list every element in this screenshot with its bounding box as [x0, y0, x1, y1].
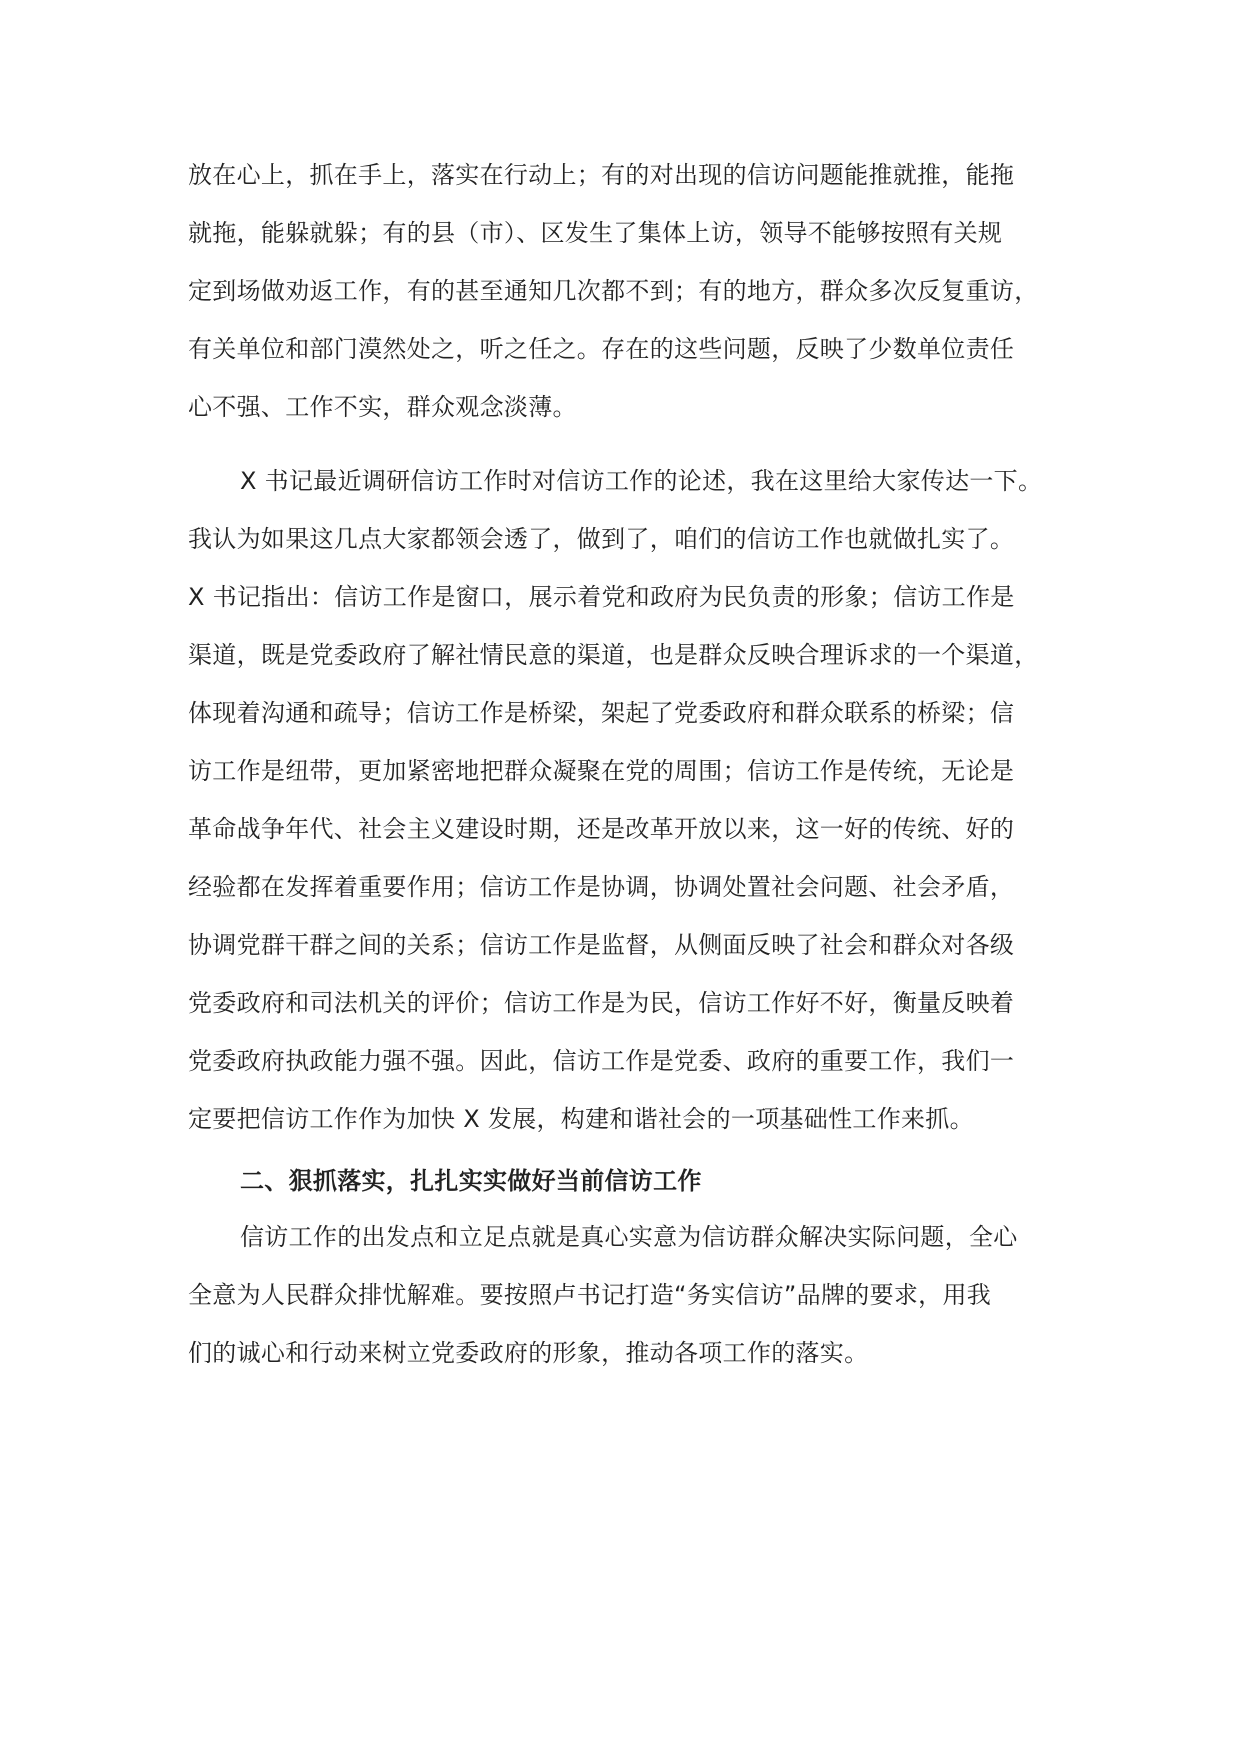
paragraph-2-line-3: X 书记指出：信访工作是窗口，展示着党和政府为民负责的形象；信访工作是: [188, 583, 1015, 611]
paragraph-2-line-11: 党委政府执政能力强不强。因此，信访工作是党委、政府的重要工作，我们一: [188, 1047, 1015, 1075]
paragraph-1-line-2: 就拖，能躲就躲；有的县（市）、区发生了集体上访，领导不能够按照有关规: [188, 219, 1003, 247]
paragraph-2-line-12: 定要把信访工作作为加快 X 发展，构建和谐社会的一项基础性工作来抓。: [188, 1105, 974, 1133]
paragraph-2-line-5: 体现着沟通和疏导；信访工作是桥梁，架起了党委政府和群众联系的桥梁；信: [188, 699, 1015, 727]
paragraph-3-line-2: 全意为人民群众排忧解难。要按照卢书记打造“务实信访”品牌的要求，用我: [188, 1281, 992, 1309]
paragraph-3-line-3: 们的诚心和行动来树立党委政府的形象，推动各项工作的落实。: [188, 1339, 869, 1367]
paragraph-2-line-7: 革命战争年代、社会主义建设时期，还是改革开放以来，这一好的传统、好的: [188, 815, 1015, 843]
paragraph-2-line-10: 党委政府和司法机关的评价；信访工作是为民，信访工作好不好，衡量反映着: [188, 989, 1015, 1017]
paragraph-1-line-5: 心不强、工作不实，群众观念淡薄。: [188, 393, 577, 421]
paragraph-2-line-9: 协调党群干群之间的关系；信访工作是监督，从侧面反映了社会和群众对各级: [188, 931, 1015, 959]
paragraph-1-line-3: 定到场做劝返工作，有的甚至通知几次都不到；有的地方，群众多次反复重访，: [188, 277, 1039, 305]
paragraph-3-line-1: 信访工作的出发点和立足点就是真心实意为信访群众解决实际问题，全心: [240, 1223, 1018, 1251]
paragraph-2-line-6: 访工作是纽带，更加紧密地把群众凝聚在党的周围；信访工作是传统，无论是: [188, 757, 1015, 785]
paragraph-2-line-8: 经验都在发挥着重要作用；信访工作是协调，协调处置社会问题、社会矛盾，: [188, 873, 1015, 901]
paragraph-2-line-4: 渠道，既是党委政府了解社情民意的渠道，也是群众反映合理诉求的一个渠道，: [188, 641, 1039, 669]
paragraph-2-line-1: X 书记最近调研信访工作时对信访工作的论述，我在这里给大家传达一下。: [240, 467, 1043, 495]
paragraph-1-line-4: 有关单位和部门漠然处之，听之任之。存在的这些问题，反映了少数单位责任: [188, 335, 1015, 363]
section-heading: 二、狠抓落实，扎扎实实做好当前信访工作: [240, 1167, 702, 1195]
paragraph-1-line-1: 放在心上，抓在手上，落实在行动上；有的对出现的信访问题能推就推，能拖: [188, 161, 1015, 189]
paragraph-2-line-2: 我认为如果这几点大家都领会透了，做到了，咱们的信访工作也就做扎实了。: [188, 525, 1015, 553]
